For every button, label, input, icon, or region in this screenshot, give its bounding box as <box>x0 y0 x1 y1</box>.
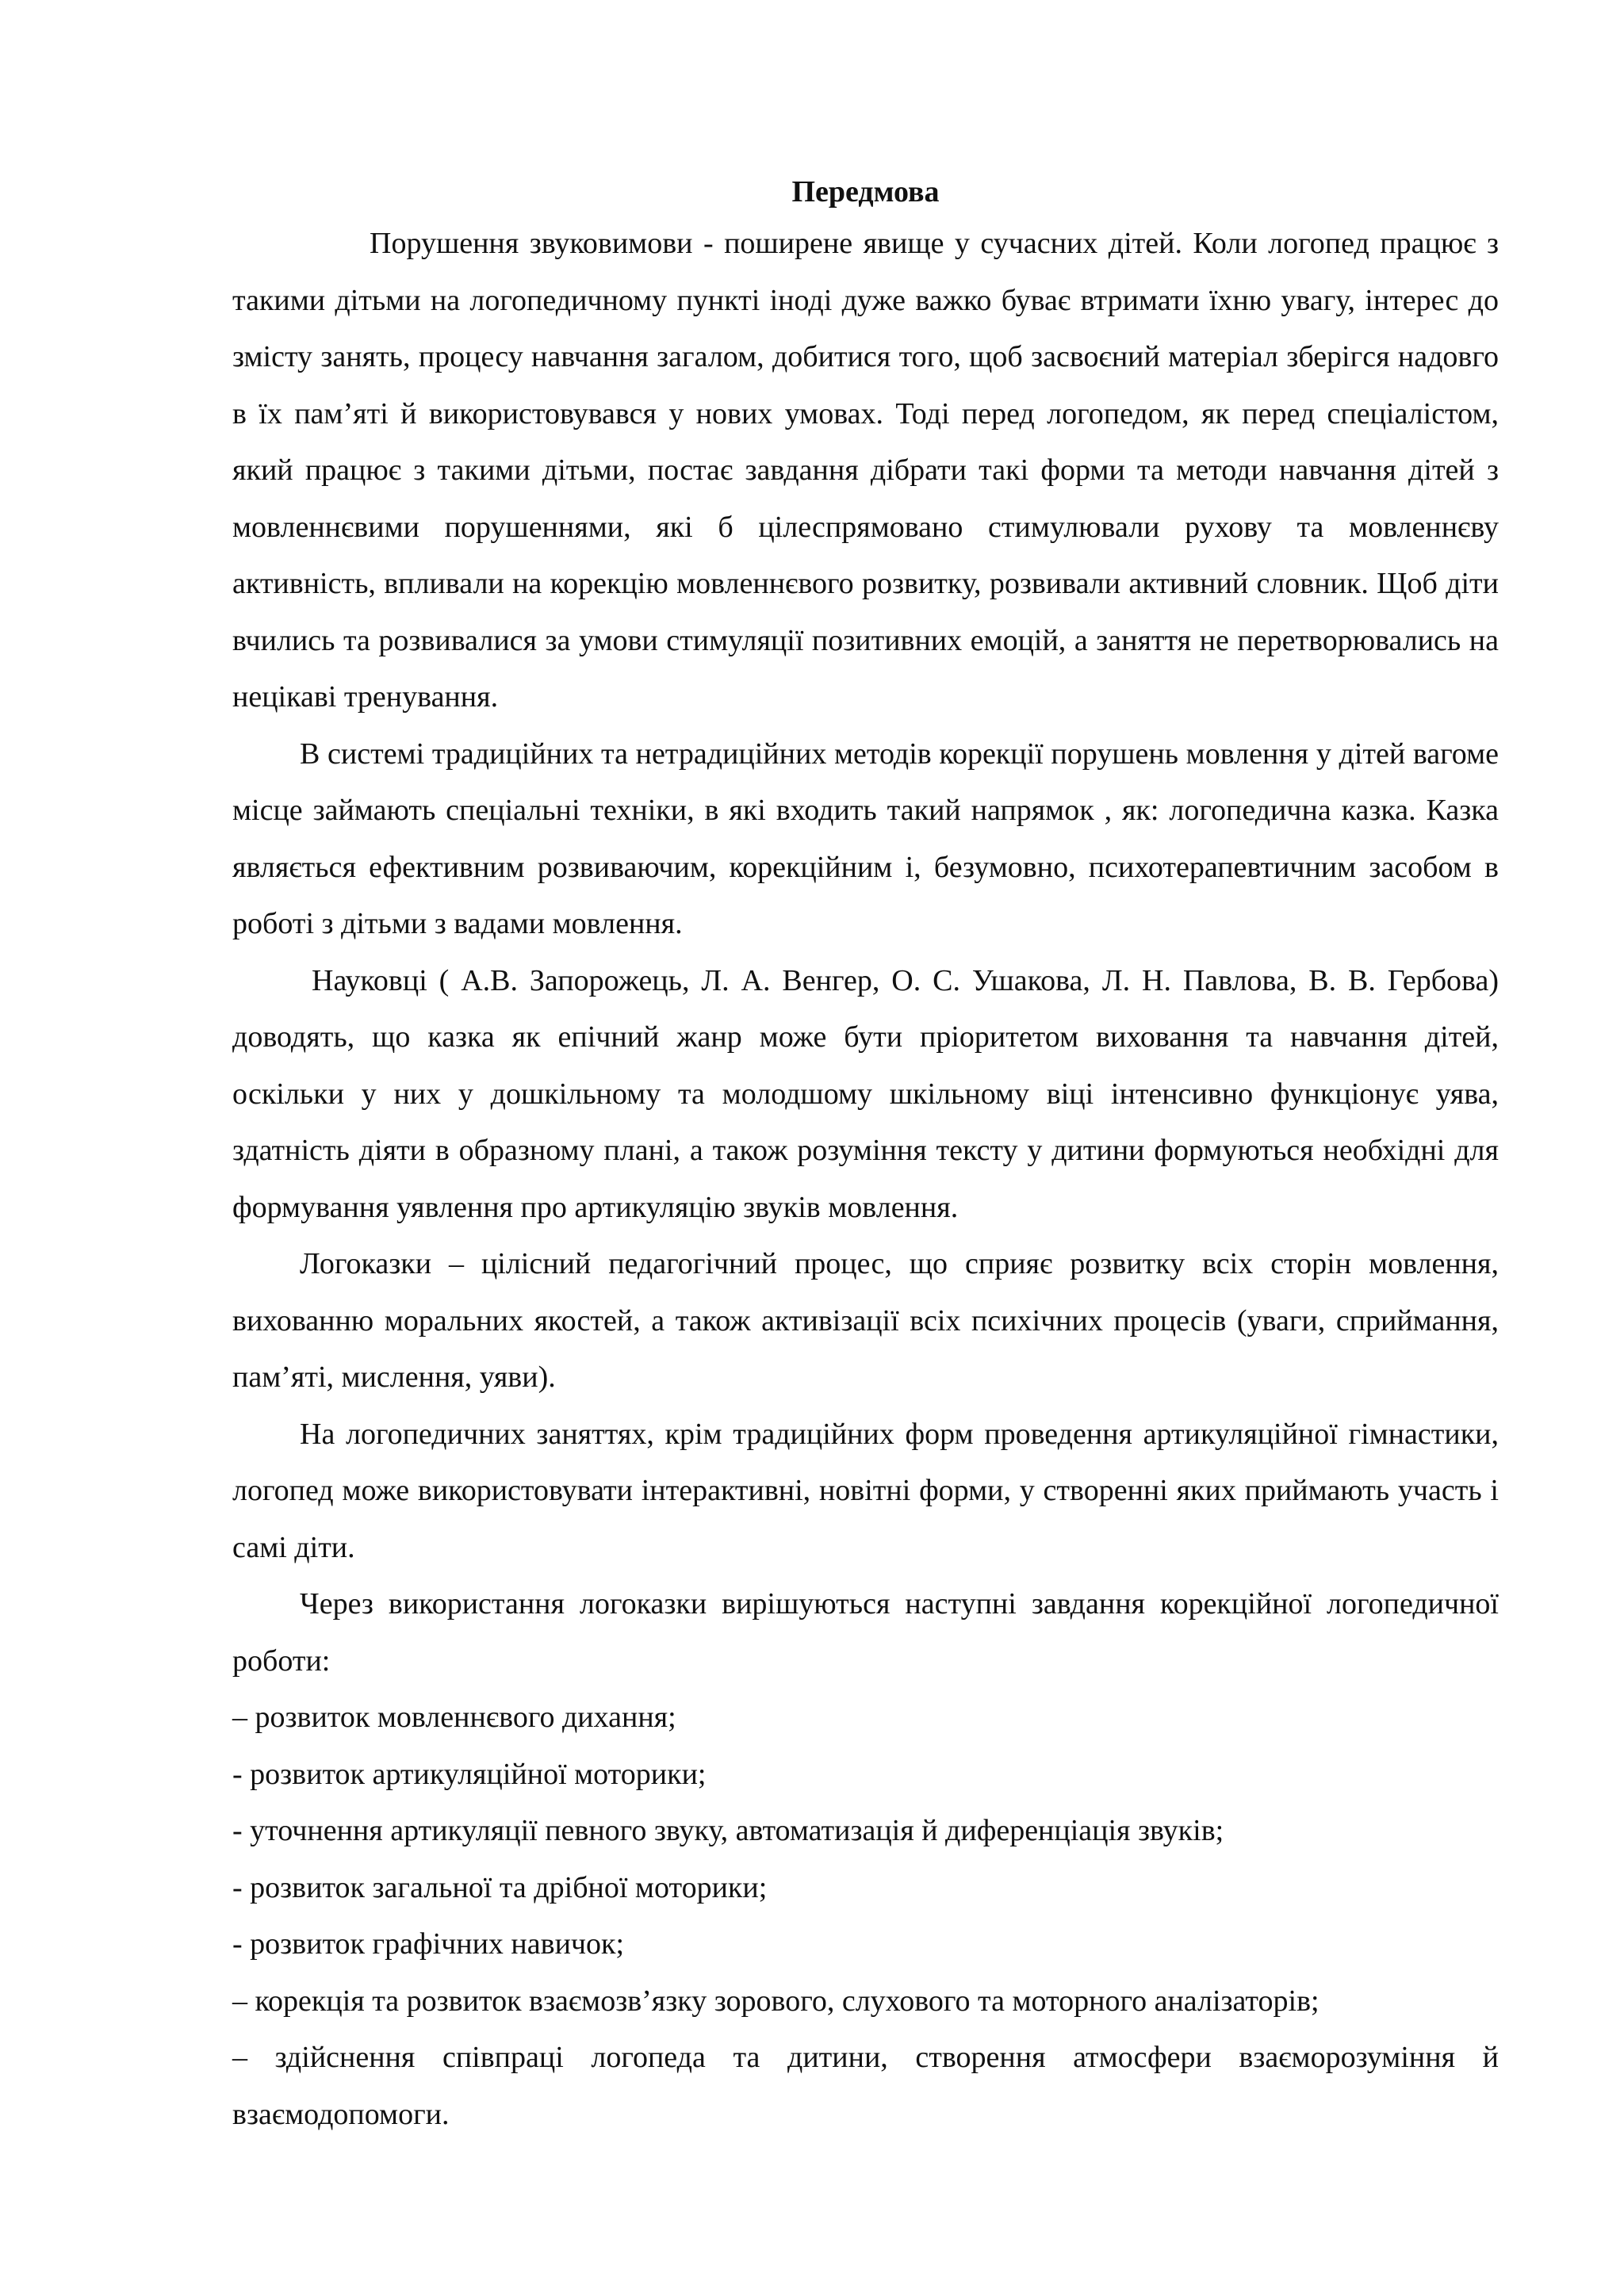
list-item: – розвиток мовленнєвого дихання; <box>232 1701 676 1734</box>
paragraph-5: На логопедичних заняттях, крім традиційних форм проведення артикуляційної гімнастики, логопед може використовувати інтерактивні, новітні форми, у створенні яких приймають участь і самі діти. <box>232 1417 1499 1564</box>
document-page <box>232 168 1499 2143</box>
list-item: - уточнення артикуляції певного звуку, автоматизація й диференціація звуків; <box>232 1814 1224 1847</box>
page-title: Передмова <box>791 175 940 209</box>
list-item: - розвиток графічних навичок; <box>232 1927 625 1961</box>
paragraph-6: Через використання логоказки вирішуються наступні завдання корекційної логопедичної роботи: <box>232 1587 1499 1678</box>
paragraph-1: Порушення звуковимови - поширене явище у сучасних дітей. Коли логопед працює з такими дітьми на логопедичному пункті іноді дуже важко буває втримати їхню увагу, інтерес до змісту занять, процесу навчання загалом, добитися того, щоб засвоєний матеріал зберігся надовго в їх пам’яті й використовувався у нових умовах. Тоді перед логопедом, як перед спеціалістом, який працює з такими дітьми, постає завдання дібрати такі форми та методи навчання дітей з мовленнєвими порушеннями, які б цілеспрямовано стимулювали рухову та мовленнєву активність, впливали на корекцію мовленнєвого розвитку, розвивали активний словник. Щоб діти вчились та розвивалися за умови стимуляції позитивних емоцій, а заняття не перетворювались на нецікаві тренування. <box>232 227 1499 714</box>
list-item: - розвиток артикуляційної моторики; <box>232 1757 707 1791</box>
list-item: - розвиток загальної та дрібної моторики; <box>232 1870 768 1904</box>
paragraph-3: Науковці ( А.В. Запорожець, Л. А. Венгер, О. С. Ушакова, Л. Н. Павлова, В. В. Гербова) доводять, що казка як епічний жанр може бути пріоритетом виховання та навчання дітей, оскільки у них у дошкільному та молодшому шкільному віці інтенсивно функціонує уява, здатність діяти в образному плані, а також розуміння тексту у дитини формуються необхідні для формування уявлення про артикуляцію звуків мовлення. <box>232 963 1499 1224</box>
list-item: – здійснення співпраці логопеда та дитини, створення атмосфери взаєморозуміння й взаємодопомоги. <box>232 2041 1499 2131</box>
list-item: – корекція та розвиток взаємозв’язку зорового, слухового та моторного аналізаторів; <box>232 1984 1320 2018</box>
paragraph-2: В системі традиційних та нетрадиційних методів корекції порушень мовлення у дітей вагоме місце займають спеціальні техніки, в які входить такий напрямок , як: логопедична казка. Казка являється ефективним розвиваючим, корекційним і, безумовно, психотерапевтичним засобом в роботі з дітьми з вадами мовлення. <box>232 737 1499 940</box>
paragraph-4: Логоказки – цілісний педагогічний процес, що сприяє розвитку всіх сторін мовлення, вихованню моральних якостей, а також активізації всіх психічних процесів (уваги, сприймання, пам’яті, мислення, уяви). <box>232 1247 1499 1394</box>
